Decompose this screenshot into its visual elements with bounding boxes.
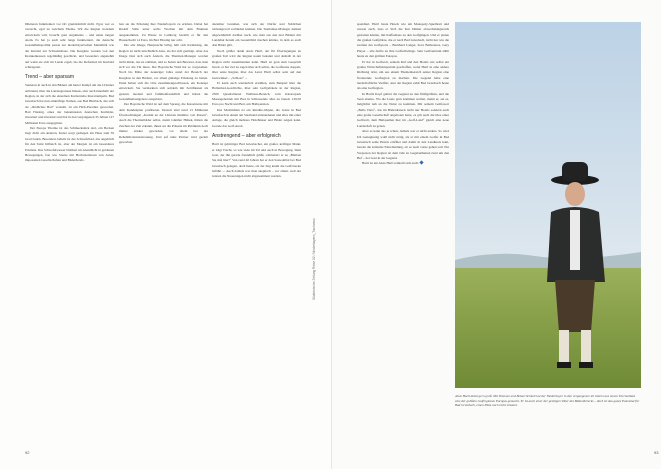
end-mark-icon bbox=[420, 161, 424, 165]
right-sock bbox=[581, 330, 591, 364]
left-shoe bbox=[557, 362, 571, 368]
paragraph: Das Maximilian ist ein Rendite-Objekt, die Gäste in Bad Griesbach in einem am Stadtrand entstandenen und alles mit einer Anlage, die gleich mehrere Holzhäuser und Bäder zeigen kann. Gerade das Golf-Areal. bbox=[212, 107, 301, 128]
paragraph: Der Bayerische Wald ist auf dem Sprung, die Kurortnetze mit dem Kundenplan profitieren. Derzeit sind rund 13 Millionen Übernachtungen „Komm an der Unteren Innmitte von Passau“. Auch die Thermalbäder selbst, meint Günther Hübek, hätten die Zeichen der Zeit erkannt, ihnen sei die Präsenz im Publikum doch immer stärker geworden, vor allem bei der Rehabilitationsbetreuung. Und auf nahe Partner wird gezielt geworben. bbox=[119, 102, 208, 144]
right-shoe bbox=[579, 362, 593, 368]
column-4 bbox=[357, 22, 449, 420]
right-page bbox=[331, 0, 661, 469]
section-heading: Anstrengend – aber erfolgreich bbox=[212, 133, 281, 140]
paragraph: Die alte Image, Hauptsache billig, hält sich hartnäckig, die Region ist nicht unschädlich dazu, sie hat sich genötigt. Aber das Image lässt sich auch Ändern, die Thermen-Manager werden nicht müde, das zu erklären, und so haben den Bewusst, dass man sich vor die Tür muss. Der Bayerische Wald hat so vorgesehen. Noch bis Mitte der neunziger Jahre stand der Bereich der Kurgäste in den Bädern, vor allem günstige Erholung zu bieten. Dann haben sich die Orte zusammengeschlossen, ein Konzept entwickelt. Sie vermarkten sich seitdem mit Zertifikaten als gesund, modern und familienfreundlich und haben die Gesundheitsangebote ausgebaut. bbox=[119, 43, 208, 102]
face bbox=[565, 182, 585, 206]
paragraph: Der Europa Therme ist das Schmuckstück dort, ein Becken liegt dicht am anderen, Kunst sorgt gediegen am Haus zum 39 Grad baden. Besonders beliebt ist das Schwefelbad, das angeblich für den Teint hilfreich ist, aber der Morgen ist ein besonderes Erlebnis. Das Schwefelwasser blubbert im Abendlicht in goldenen Bewegungen, fast wie Sterne mit Herbstzeitlosen von Arten, imposanten Gesellschaften und Bäderhotels. bbox=[25, 126, 114, 163]
paragraph: Er hat in Golfwelt, seinem Ruf und den Hotels wie selbst ein großes Wirtschaftsimperium geschaffen, wenn Hartl in eine andere Richtung tickt, um aus einem Themenbereich seiner Region eine florierende Golfregion zu machen. Die Gegend habe eine landschaftliche Vielfalt, aber der Region zahlt Bad Griesbach heute als eine Golfregion. bbox=[357, 59, 449, 91]
section-heading: Trend – aber sparsam bbox=[25, 74, 75, 81]
paragraph: Diktieren funktioniert vor Ort grundsätzlich nicht. Egal, wer es versucht, egal zu welchem Thema. Wir die Region trotzdem entwickeln will, braucht gute Argumente – und einen langen Atem. Es hat ja auch sehr lange funktioniert, die deutsche Gesundheitspolitik passte zur niederbayerischen Mentalität wie der Knödel zur Schweinshaxe. Die Kurgäste wurden von den Krankenkassen regelmäßig geschickt, und besonders angenehm auf wenn sie sich im Lande ergab, bis die Reformen im Kurland schnappten. bbox=[25, 22, 114, 69]
paragraph: Er kann auch wunderlich erzählen, zum Beispiel über die Hallenbad-Geschichte, über sein Golfgebäude in der Region, 2500 Quadratmeter Wellness-Bereich, vom Klosterpark Massagebetrieb mit Bad in Schlossende alles zu bieten: 129,50 Euro pro Nacht und Bett, um Halbpension. bbox=[212, 80, 301, 107]
lederhosen bbox=[555, 280, 595, 332]
paragraph: ben sie die Erholung hier Niederbayern zu erleben. Dabei hat Rudolf Sölle unter sechs Wochen mit dem Brunnen ausgekommen. Zu Hause in Lamberg bezahlt er für den Hausschacht 14 Euro, im Bad Füssing nur acht. bbox=[119, 22, 208, 43]
paragraph: Aber es kann das ja schon, damals war er nicht anders. So wird Ich Genugtuung wohl nicht nötig, als er mit einem Golfer in Bad Griesbach seine Hotels eröffnet und damit in den Landkreis kam, bereits die kritische Entscheidung, ob es nach vorne gehen soll. Ein Vorposten der Region ist dem Jahr zu Gegebenheiten rund um den Hof – der Gast in der Gegend. bbox=[357, 129, 449, 160]
paragraph: In Hartls Kopf gehört die Gegend zu den fünftgrößten, und die Seen ebenso. Wo die Leute gern kommen wollen, meint er, sei es, möglichst nah an die Natur zu kommen. Mit seinem Golfresort „Bella Vista“, das im Bäderdreieck nicht nur Hotels sondern auch eine große Gesellschaft angeboten hatte, es gilt auch die Idee einer Golfwelt, dem Heilquellen hier im „Golf-Land“ gleich eine neue Landschaft zu geben. bbox=[357, 91, 449, 128]
closing-paragraph bbox=[357, 161, 449, 166]
column-2 bbox=[119, 22, 208, 420]
closing-text: Hartl ist ein Alois Hartl reinteilt sich auch. bbox=[362, 161, 419, 166]
left-sock bbox=[559, 330, 569, 364]
portrait-photo bbox=[455, 22, 641, 388]
column-3 bbox=[212, 22, 301, 420]
vertical-credit-text: Süddeutsche Zeitung Reise 02 / Niederbayern_Tourismus bbox=[312, 218, 316, 300]
sky bbox=[455, 22, 641, 272]
shirt bbox=[570, 210, 580, 270]
page-number-left: 92 bbox=[25, 450, 30, 455]
paragraph: Hartl ist gebürtiger Bad Griesbacher, ein großer, kräftiger Mann, er trägt Tracht, so wie viele im Tal und auch in Bewegung. Dem Gast, der ihn gerade freundlich grüßt, schmettert er zu „Bleiben Sie mal hier!“ Von rund 40 Jahren hat er den Sauwohltal bei Bad Griesbach gelegen, doch heute, als der Zug kaum die Golfstrecke befährt ... Auch damals war man skeptisch – vor allem, weil der Gästen die Neuerungen nicht abgenommen wurden. bbox=[212, 142, 301, 179]
hat-crown bbox=[562, 162, 588, 181]
paragraph: dazuüber bestehen, wie sich der Dörfer und Städtchen wirkungsvoll verbinden können. Die Tourismus-Manager denken ungewöhnlich darüber nach, wie man aus den drei Bädern mit Landshut herum ein Gesamtbild machen könnte, in dem es auch drei Bäder gibt. bbox=[212, 22, 301, 48]
paragraph: Noch größer denkt Alois Hartl, der für Überlegungen zu großen Teil wird die Region kaum bekannt und deshalb in der Region nicht zusammentun kann. Hartl ist gern zum Gespräch bereit, er hat viel zu sagen über sich selbst, die Golfszene doppelt, über seine Region, über das Land. Hartl selbst setzt auf den Gutswinkel – „Schloss“ ... bbox=[212, 48, 301, 80]
golf-green bbox=[455, 268, 641, 388]
paragraph: spendiert. Hartl baute Hotels wie am Monopoly-Spielbrett und wusste auch, dass er Sich die Kur Dinner abwechslungsreich gestalten könnte, mit Kaffeehaus zu den Golfgängen. Und er plante die großen Golfplätze, die er nach Bad Griesbach, nicht nur wie die Großen des Golfsports – Bernhard Langer, Seve Ballesteros, Gary Player – alle durfte an ihre Golfschwünge. Sein Golfzentrum zählt heute zu den größten Europas. bbox=[357, 22, 449, 59]
paragraph: Sanieren in auch in den Bädern am harter Kampf um die Urlauber entbrannt, über die Landesgrenzen hinaus, aber auch innerhalb der Region, in der sich die einzelnen Kurbetriebe überstrampeln. Bad Griesbach hat nun einkräftige Namen, aus Bad Birnbach, das sich als „ländliches Bad“ versteht, ist ein FKK-Paradies geworden. Bad Füssing, eines der bekanntesten deutschen Kurbäder, investiert und investiert und hat in den vergangenen 35 Jahren 127 Millionen Euro ausgegeben. bbox=[25, 83, 114, 125]
vertical-credit bbox=[303, 130, 315, 300]
photo-caption: Alois Hartl denkt gern groß. Mit Visionen und Beharrlichkeit hat der Niederbayer in den vergangenen 40 Jahren aus einem Thermalbad eine der größten Golfregionen Europas gemacht. Er ist auch einer der geistigen Väter des Bäderdreiecks – doch ist das ganze Potenzial für Bad Griesbach, einen Platz noch nicht erkannt. bbox=[455, 394, 640, 408]
photo-portrait-icon bbox=[455, 22, 641, 388]
page-number-right: 93 bbox=[654, 450, 659, 455]
column-1 bbox=[25, 22, 114, 420]
